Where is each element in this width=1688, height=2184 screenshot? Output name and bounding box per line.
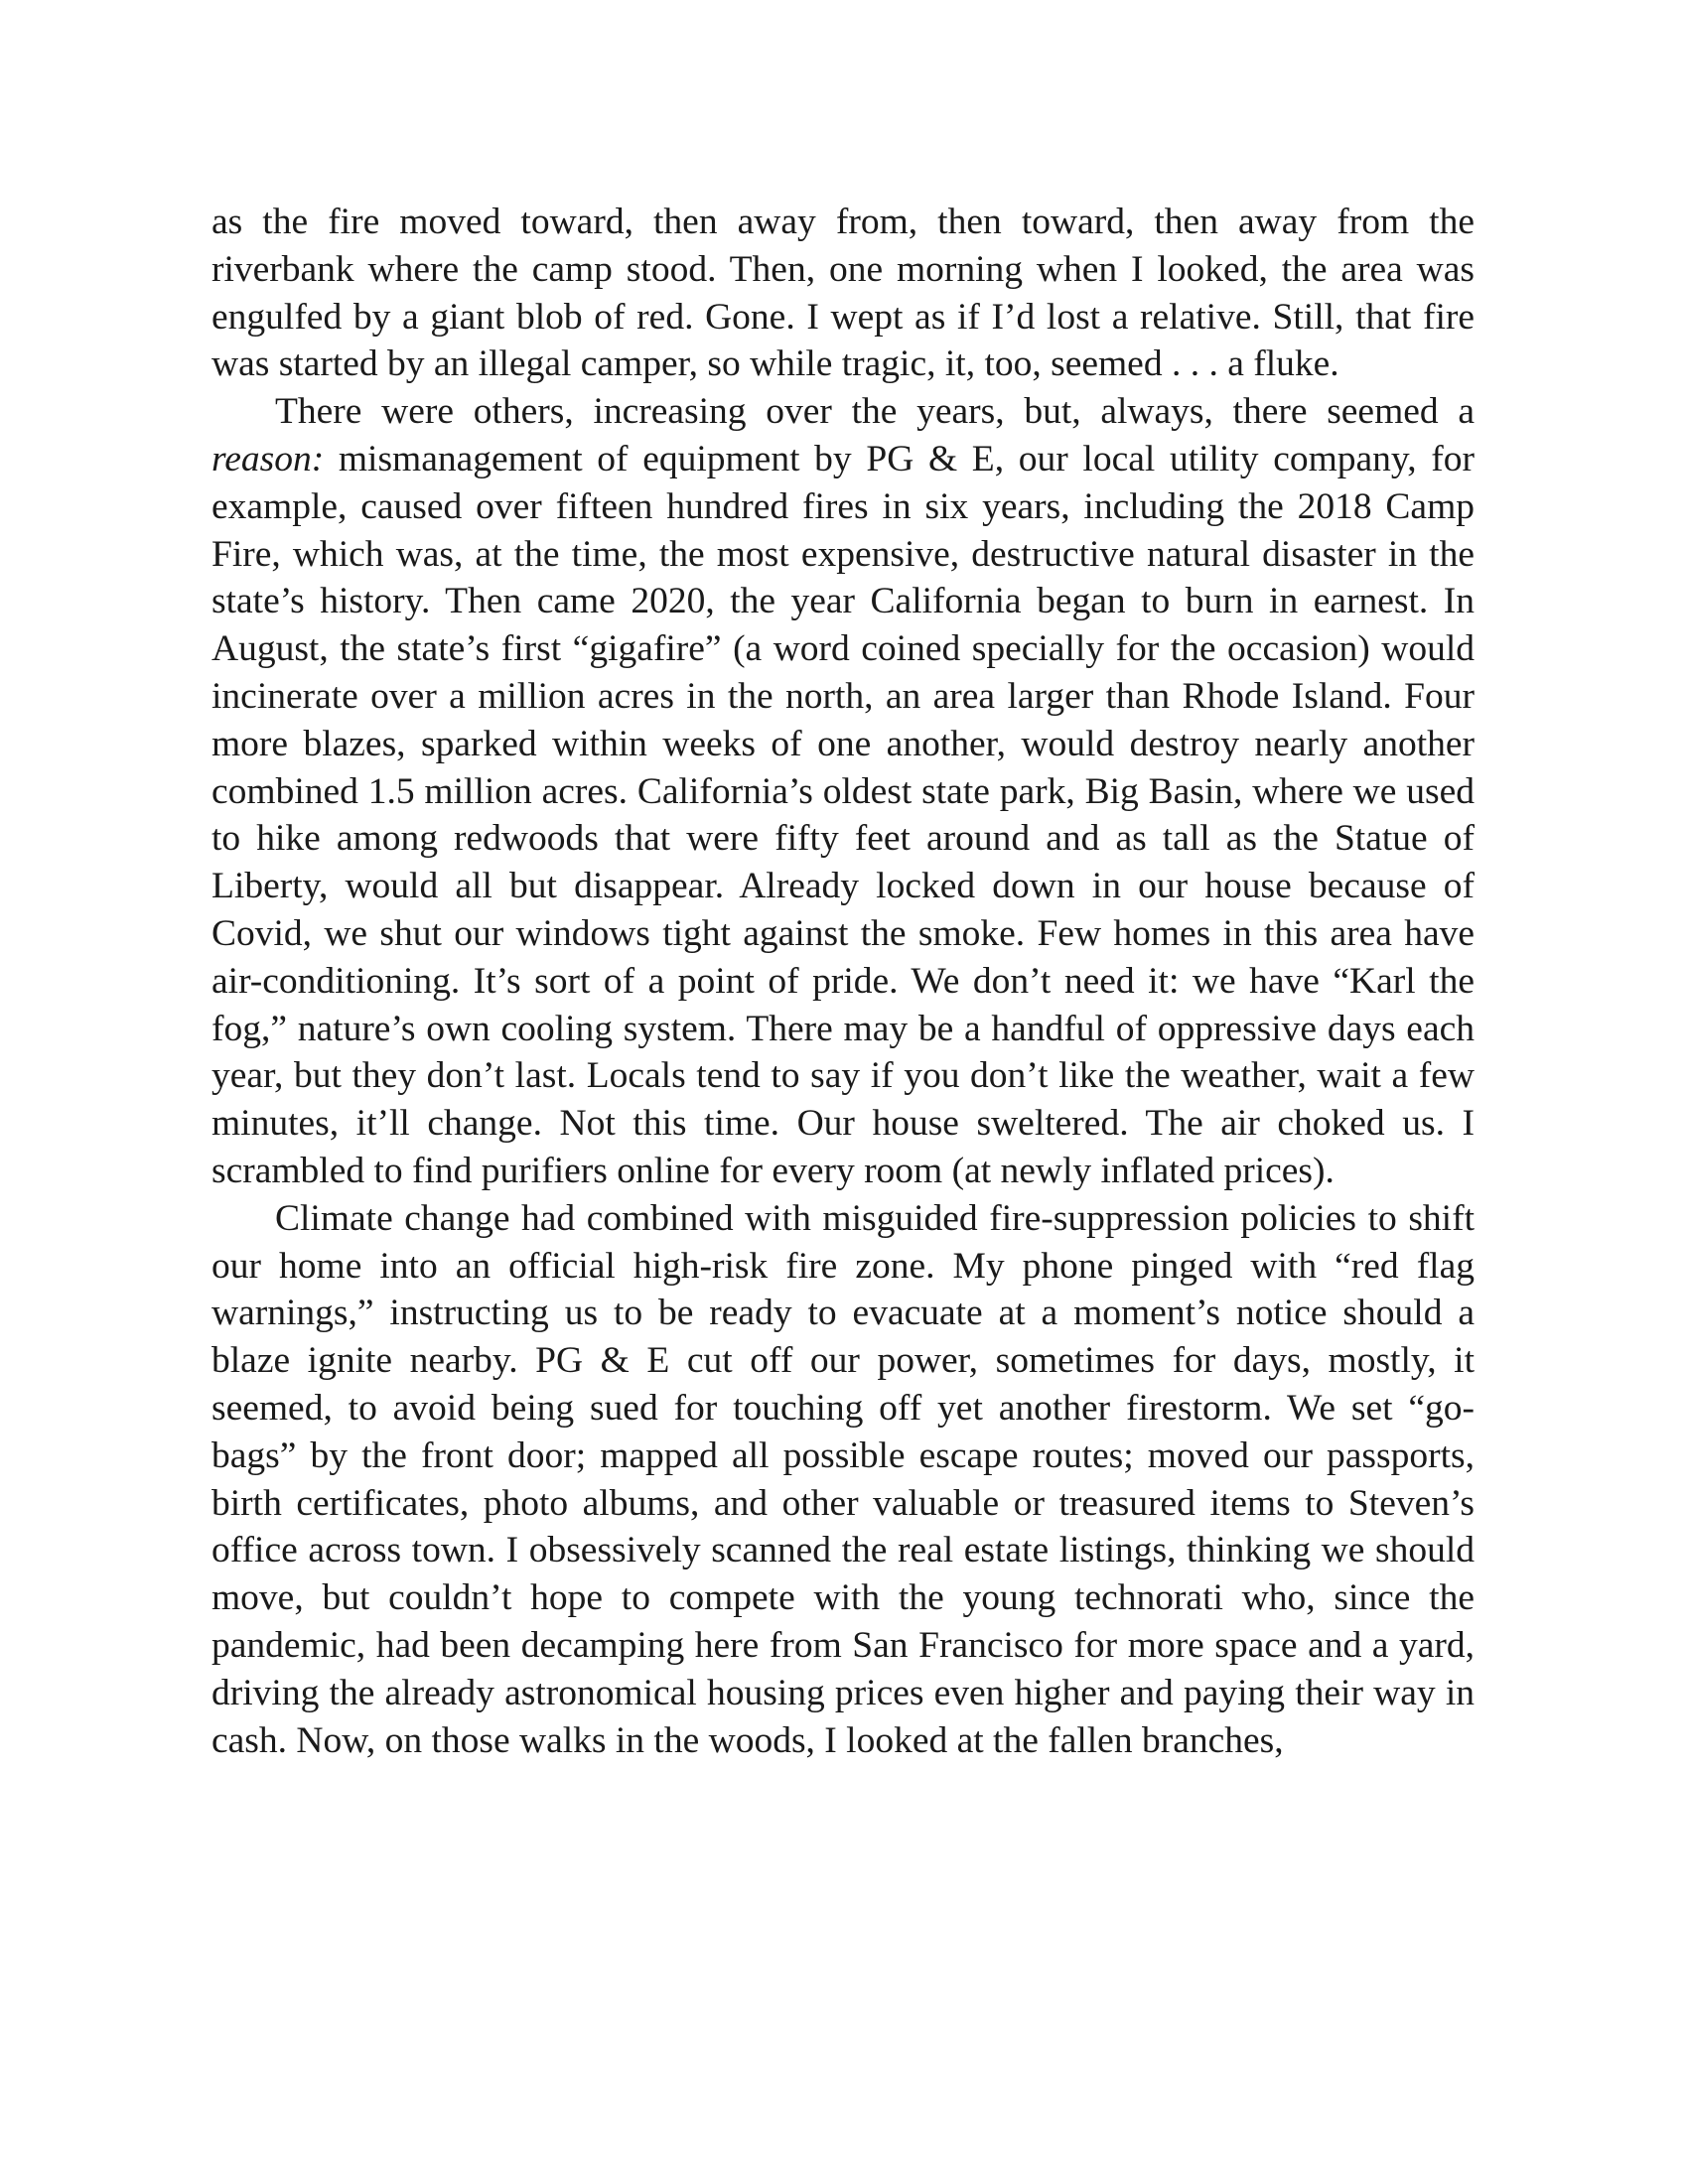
page-body	[211, 199, 1475, 1764]
paragraph-2-text-after: mismanagement of equipment by PG & E, our local utility company, for example, caused over fifteen hundred fires in six years, including the 2018 Camp Fire, which was, at the time, the most expensive, destructive natural disaster in the state’s history. Then came 2020, the year California began to burn in earnest. In August, the state’s first “gigafire” (a word coined specially for the occasion) would incinerate over a million acres in the north, an area larger than Rhode Island. Four more blazes, sparked within weeks of one another, would destroy nearly another combined 1.5 million acres. California’s oldest state park, Big Basin, where we used to hike among redwoods that were fifty feet around and as tall as the Statue of Liberty, would all but disappear. Already locked down in our house because of Covid, we shut our windows tight against the smoke. Few homes in this area have air-conditioning. It’s sort of a point of pride. We don’t need it: we have “Karl the fog,” nature’s own cooling system. There may be a handful of oppressive days each year, but they don’t last. Locals tend to say if you don’t like the weather, wait a few minutes, it’ll change. Not this time. Our house sweltered. The air choked us. I scrambled to find purifiers online for every room (at newly inflated prices).	[211, 438, 1475, 1191]
paragraph-3: Climate change had combined with misguided fire-suppression policies to shift our home into an official high-risk fire zone. My phone pinged with “red flag warnings,” instructing us to be ready to evacuate at a moment’s notice should a blaze ignite nearby. PG & E cut off our power, sometimes for days, mostly, it seemed, to avoid being sued for touching off yet another firestorm. We set “go-bags” by the front door; mapped all possible escape routes; moved our passports, birth certificates, photo albums, and other valuable or treasured items to Steven’s office across town. I obsessively scanned the real estate listings, thinking we should move, but couldn’t hope to compete with the young technorati who, since the pandemic, had been decamping here from San Francisco for more space and a yard, driving the already astronomical housing prices even higher and paying their way in cash. Now, on those walks in the woods, I looked at the fallen branches,	[211, 1197, 1475, 1761]
paragraph-1: as the fire moved toward, then away from, then toward, then away from the riverbank where the camp stood. Then, one morning when I looked, the area was engulfed by a giant blob of red. Gone. I wept as if I’d lost a relative. Still, that fire was started by an illegal camper, so while tragic, it, too, seemed . . . a fluke.	[211, 202, 1475, 385]
paragraph-2-emphasis: reason:	[211, 438, 325, 479]
paragraph-2-text-before: There were others, increasing over the years, but, always, there seemed a	[275, 391, 1475, 433]
paragraph-2	[211, 388, 1475, 1195]
